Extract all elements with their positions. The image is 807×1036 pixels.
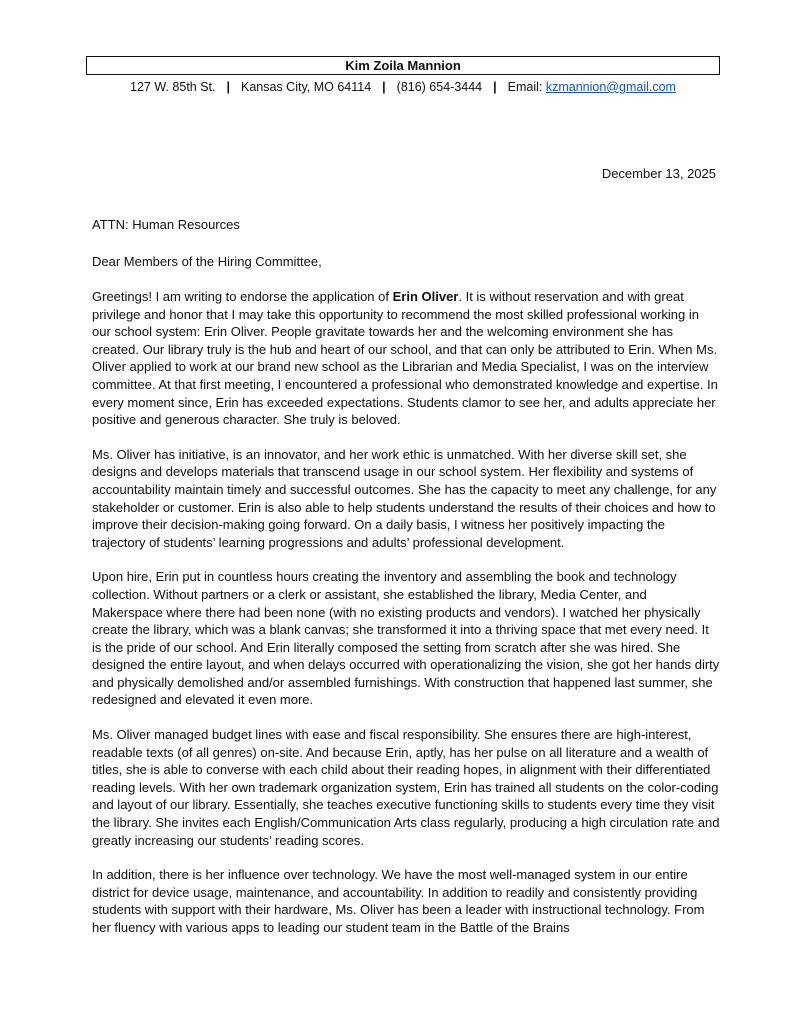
sender-name: Kim Zoila Mannion — [345, 58, 461, 73]
paragraph-text: Greetings! I am writing to endorse the application of — [92, 289, 393, 304]
sender-city: Kansas City, MO 64114 — [241, 80, 372, 94]
paragraph-text: . It is without reservation and with great privilege and honor that I may take this opportunity to recommend the most skilled professional working in our school system: Erin Oliver. People gravitate towards her and the welcoming environment she has created. Our library truly is the hub and heart of our school, and that can only be attributed to Erin. When Ms. Oliver applied to work at our brand new school as the Librarian and Media Specialist, I was on the interview committee. At that first meeting, I encountered a professional who demonstrated knowledge and expertise. In every moment since, Erin has exceeded expectations. Students clamor to see her, and adults appreciate her positive and generous character. She truly is beloved. — [92, 289, 718, 428]
attn-line: ATTN: Human Resources — [92, 217, 240, 232]
letter-date: December 13, 2025 — [601, 166, 716, 181]
sender-address: 127 W. 85th St. — [130, 80, 216, 94]
body-paragraph-1 — [92, 288, 720, 429]
separator: | — [382, 80, 386, 94]
letter-body — [92, 288, 720, 954]
candidate-name: Erin Oliver — [392, 289, 459, 304]
body-paragraph-2: Ms. Oliver has initiative, is an innovator, and her work ethic is unmatched. With her diverse skill set, she designs and develops materials that transcend usage in our school system. Her flexibility and systems of accountability maintain timely and successful outcomes. She has the capacity to meet any challenge, for any stakeholder or customer. Erin is also able to help students understand the results of their choices and how to improve their decision-making going forward. On a daily basis, I witness her positively impacting the trajectory of students’ learning progressions and adults’ professional development. — [92, 446, 717, 550]
body-paragraph-3: Upon hire, Erin put in countless hours creating the inventory and assembling the book and technology collection. Without partners or a clerk or assistant, she established the library, Media Center, and Makerspace where there had been none (with no existing products and vendors). I watched her physically create the library, which was a blank canvas; she transformed it into a thriving space that met every need. It is the pride of our school. And Erin literally composed the setting from scratch after she was hired. She designed the entire layout, and when delays occurred with operationalizing the vision, she got her hands dirty and physically demolished and/or assembled furnishings. With construction that happened last summer, she redesigned and elevated it even more. — [92, 569, 720, 708]
salutation: Dear Members of the Hiring Committee, — [92, 254, 322, 269]
email-label: Email: — [507, 80, 543, 94]
email-link[interactable]: kzmannion@gmail.com — [545, 80, 676, 94]
separator: | — [226, 80, 230, 94]
separator: | — [493, 80, 497, 94]
body-paragraph-5: In addition, there is her influence over technology. We have the most well-managed system in our entire district for device usage, maintenance, and accountability. In addition to readily and consistently providing students with support with their hardware, Ms. Oliver has been a leader with instructional technology. From her fluency with various apps to leading our student team in the Battle of the Brains — [92, 867, 705, 935]
body-paragraph-4: Ms. Oliver managed budget lines with ease and fiscal responsibility. She ensures there are high-interest, readable texts (of all genres) on-site. And because Erin, aptly, has her pulse on all literature and a wealth of titles, she is able to converse with each child about their reading hopes, in alignment with their differentiated reading levels. With her own trademark organization system, Erin has trained all students on the color-coding and layout of our library. Essentially, she teaches executive functioning skills to students every time they visit the library. She invites each English/Communication Arts class regularly, producing a high circulation rate and greatly increasing our students’ reading scores. — [92, 727, 720, 848]
contact-line — [86, 79, 720, 95]
sender-name-box — [86, 56, 720, 75]
sender-phone: (816) 654-3444 — [396, 80, 483, 94]
